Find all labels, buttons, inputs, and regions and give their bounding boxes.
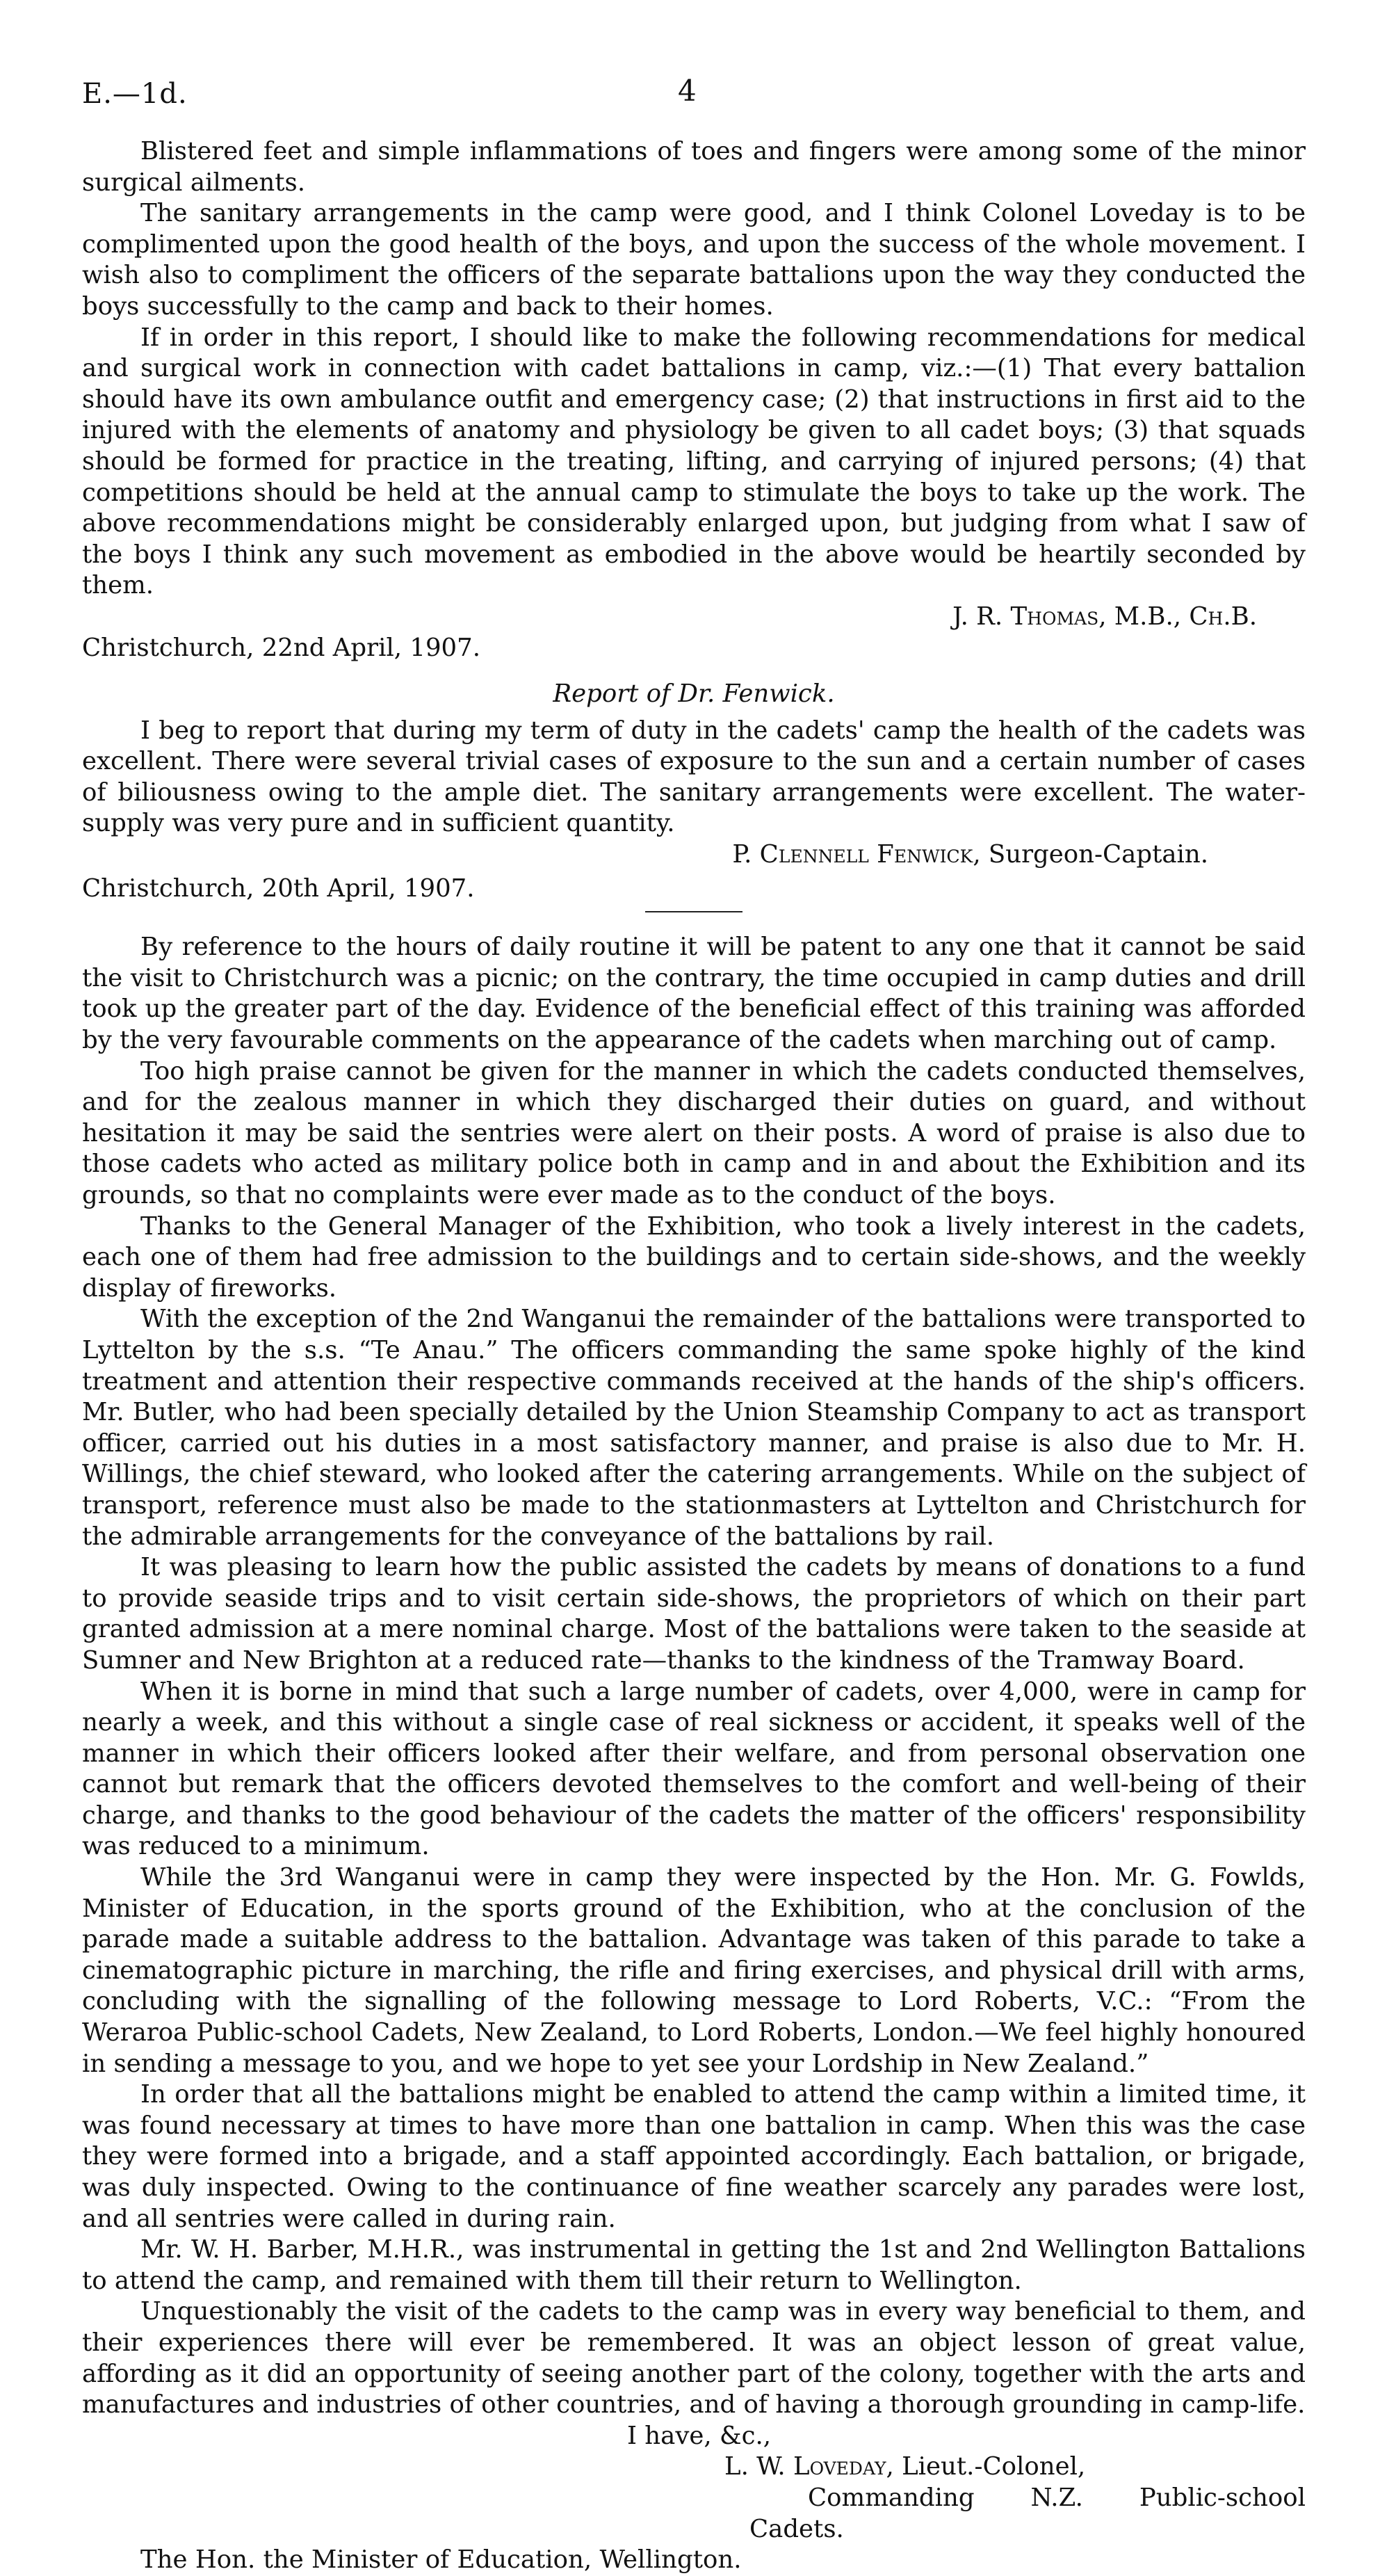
paragraph: It was pleasing to learn how the public assisted the cadets by means of donations to a fund to provide seaside trips and to visit certain side-shows, the proprietors of which on their part granted admission at a mere nominal charge. Most of the battalions were taken to the seaside at Sumner and New Brighton at a reduced rate—thanks to the kindness of the Tramway Board.	[82, 1553, 1306, 1675]
date-line: Christchurch, 20th April, 1907.	[82, 874, 475, 903]
addressee: The Hon. the Minister of Education, Wellington.	[140, 2545, 742, 2575]
paragraph: While the 3rd Wanganui were in camp they were inspected by the Hon. Mr. G. Fowlds, Minister of Education, in the sports ground of the Exhibition, who at the conclusion of the parade made a suitable address to the battalion. Advantage was taken of this parade to take a cinematographic picture in marching, the rifle and firing exercises, and physical drill with arms, concluding with the signalling of the following message to Lord Roberts, V.C.: “From the Weraroa Public-school Cadets, New Zealand, to Lord Roberts, London.—We feel highly honoured in sending a message to you, and we hope to yet see your Lordship in New Zealand.”	[82, 1863, 1306, 2078]
date-line: Christchurch, 22nd April, 1907.	[82, 633, 481, 662]
paragraph: Mr. W. H. Barber, M.H.R., was instrumental in getting the 1st and 2nd Wellington Battalions to attend the camp, and remained with them till their return to Wellington.	[82, 2235, 1306, 2295]
paragraph: Unquestionably the visit of the cadets to the camp was in every way beneficial to them, and their experiences there will ever be remembered. It was an object lesson of great value, affording as it did an opportunity of seeing another part of the colony, together with the arts and manufactures and industries of other countries, and of having a thorough grounding in camp-life.	[82, 2297, 1306, 2420]
paragraph: Too high praise cannot be given for the manner in which the cadets conducted themselves, and for the zealous manner in which they discharged their duties on guard, and without hesitation it may be said the sentries were alert on their posts. A word of praise is also due to those cadets who acted as military police both in camp and in and about the Exhibition and its grounds, so that no complaints were ever made as to the conduct of the boys.	[82, 1056, 1306, 1209]
closing-salutation: I have, &c.,	[627, 2421, 772, 2450]
page-number: 4	[678, 74, 697, 108]
signature-loveday	[82, 2452, 1306, 2483]
signature-name: P. Clennell Fenwick	[732, 840, 973, 869]
paragraph: The sanitary arrangements in the camp were good, and I think Colonel Loveday is to be complimented upon the good health of the boys, and upon the success of the whole movement. I wish also to compliment the officers of the separate battalions upon the way they conducted the boys successfully to the camp and back to their homes.	[82, 199, 1306, 321]
paragraph: If in order in this report, I should like to make the following recommendations for medical and surgical work in connection with cadet battalions in camp, viz.:—(1) That every battalion should have its own ambulance outfit and emergency case; (2) that instructions in first aid to the injured with the elements of anatomy and physiology be given to all cadet boys; (3) that squads should be formed for practice in the treating, lifting, and carrying of injured persons; (4) that competitions should be held at the annual camp to stimulate the boys to take up the work. The above recommendations might be considerably enlarged upon, but judging from what I saw of the boys I think any such movement as embodied in the above would be heartily seconded by them.	[82, 323, 1306, 600]
document-body	[82, 136, 1306, 2576]
paragraph: Blistered feet and simple inflammations of toes and fingers were among some of the minor surgical ailments.	[82, 137, 1306, 197]
paragraph: When it is borne in mind that such a large number of cadets, over 4,000, were in camp for nearly a week, and this without a single case of real sickness or accident, it speaks well of the manner in which their officers looked after their welfare, and from personal observation one cannot but remark that the officers devoted themselves to the comfort and well-being of their charge, and thanks to the good behaviour of the cadets the matter of the officers' responsibility was reduced to a minimum.	[82, 1677, 1306, 1861]
paragraph: In order that all the battalions might be enabled to attend the camp within a limited time, it was found necessary at times to have more than one battalion in camp. When this was the case they were formed into a brigade, and a staff appointed accordingly. Each battalion, or brigade, was duly inspected. Owing to the continuance of fine weather scarcely any parades were lost, and all sentries were called in during rain.	[82, 2080, 1306, 2233]
section-divider	[645, 911, 742, 912]
paragraph: With the exception of the 2nd Wanganui the remainder of the battalions were transported to Lyttelton by the s.s. “Te Anau.” The officers commanding the same spoke highly of the kind treatment and attention their respective commands received at the hands of the ship's officers. Mr. Butler, who had been specially detailed by the Union Steamship Company to act as transport officer, carried out his duties in a most satisfactory manner, and praise is also due to Mr. H. Willings, the chief steward, who looked after the catering arrangements. While on the subject of transport, reference must also be made to the stationmasters at Lyttelton and Christchurch for the admirable arrangements for the conveyance of the battalions by rail.	[82, 1305, 1306, 1551]
section-heading: Report of Dr. Fenwick.	[553, 679, 835, 709]
paragraph: I beg to report that during my term of duty in the cadets' camp the health of the cadets was excellent. There were several trivial cases of exposure to the sun and a certain number of cases of biliousness owing to the ample diet. The sanitary arrangements were excellent. The water-supply was very pure and in sufficient quantity.	[82, 716, 1306, 838]
signature-name: L. W. Loveday	[724, 2452, 886, 2481]
signature-role: Commanding N.Z. Public-school Cadets.	[749, 2483, 1306, 2543]
signature-title: , Surgeon-Captain.	[973, 840, 1208, 869]
signature-fenwick	[82, 839, 1306, 871]
signature-thomas: J. R. Thomas, M.B., Ch.B.	[952, 602, 1257, 631]
document-reference: E.—1d.	[82, 78, 188, 110]
paragraph: Thanks to the General Manager of the Exhibition, who took a lively interest in the cadets, each one of them had free admission to the buildings and to certain side-shows, and the weekly display of fireworks.	[82, 1211, 1306, 1303]
signature-title: , Lieut.-Colonel,	[886, 2452, 1086, 2481]
paragraph: By reference to the hours of daily routine it will be patent to any one that it cannot be said the visit to Christchurch was a picnic; on the contrary, the time occupied in camp duties and drill took up the greater part of the day. Evidence of the beneficial effect of this training was afforded by the very favourable comments on the appearance of the cadets when marching out of camp.	[82, 933, 1306, 1055]
